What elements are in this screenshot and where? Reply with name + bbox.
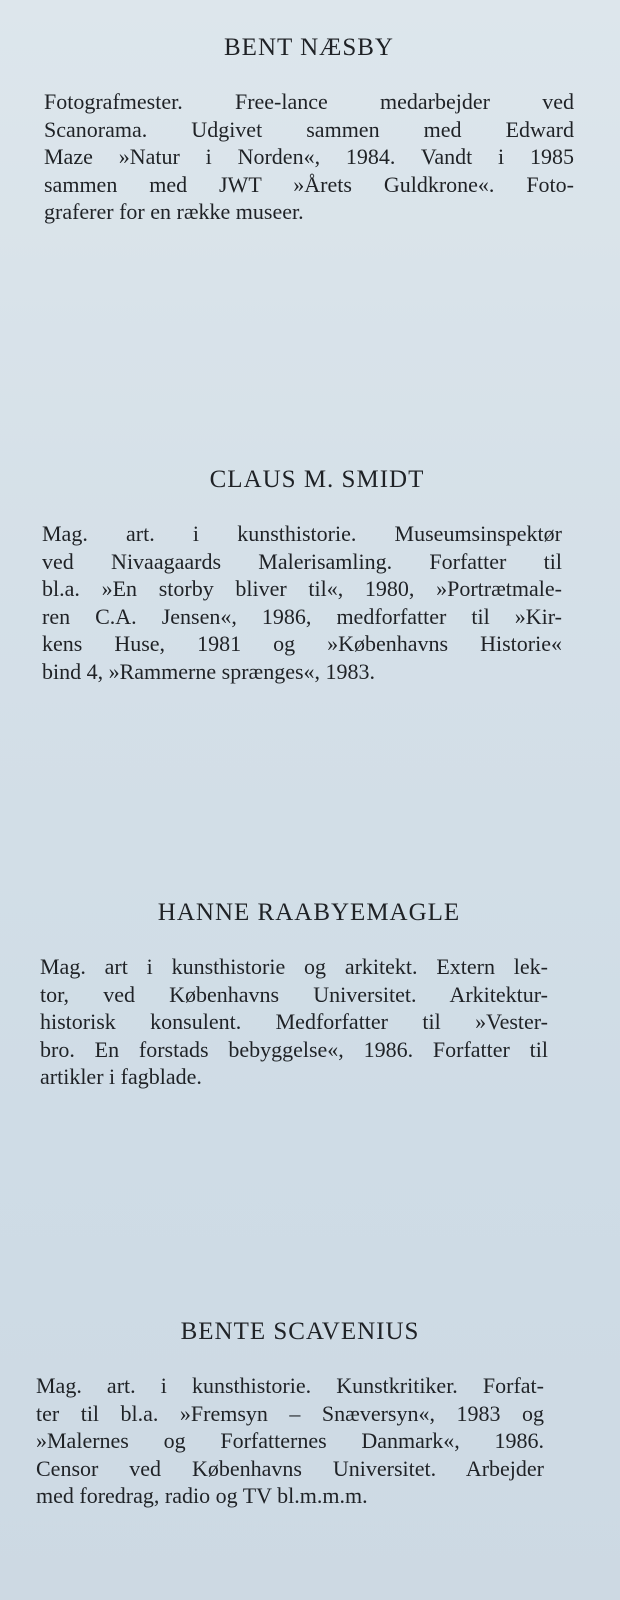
- bio-line: ren C.A. Jensen«, 1986, medforfatter til »Kir-: [42, 603, 562, 629]
- bio-line: kens Huse, 1981 og »Københavns Historie«: [42, 631, 562, 656]
- contributor-bio: [44, 88, 574, 226]
- contributor-entry-bente-scavenius: [36, 1318, 544, 1510]
- bio-line: Mag. art i kunsthistorie og arkitekt. Extern lek-: [40, 954, 548, 979]
- contributor-entry-claus-m-smidt: [42, 466, 562, 685]
- contributor-name: HANNE RAABYEMAGLE: [157, 899, 461, 926]
- contributor-bio: [40, 953, 548, 1091]
- bio-line: med foredrag, radio og TV bl.m.m.m.: [36, 1483, 368, 1508]
- bio-line: bl.a. »En storby bliver til«, 1980, »Portrætmale-: [42, 576, 562, 601]
- bio-line: ved Nivaagaards Malerisamling. Forfatter til: [42, 548, 562, 574]
- contributor-name: CLAUS M. SMIDT: [209, 466, 425, 493]
- contributor-entry-bent-naesby: [44, 34, 574, 226]
- contributor-name: BENT NÆSBY: [224, 34, 394, 61]
- bio-line: historisk konsulent. Medforfatter til »Vester-: [40, 1009, 548, 1034]
- contributor-name: BENTE SCAVENIUS: [180, 1318, 420, 1345]
- bio-line: Maze »Natur i Norden«, 1984. Vandt i 1985: [44, 144, 574, 169]
- contributor-bio: [42, 520, 562, 685]
- bio-line: graferer for en række museer.: [44, 199, 304, 224]
- bio-line: sammen med JWT »Årets Guldkrone«. Foto-: [44, 171, 574, 197]
- bio-line: bro. En forstads bebyggelse«, 1986. Forfatter til: [40, 1036, 548, 1062]
- contributor-entry-hanne-raabyemagle: [40, 899, 548, 1091]
- contributor-bio: [36, 1372, 544, 1510]
- bio-line: artikler i fagblade.: [40, 1064, 202, 1089]
- bio-line: Scanorama. Udgivet sammen med Edward: [44, 116, 574, 142]
- bio-line: Mag. art. i kunsthistorie. Museumsinspektør: [42, 521, 562, 546]
- bio-line: ter til bl.a. »Fremsyn – Snæversyn«, 1983 og: [36, 1400, 544, 1426]
- bio-line: Censor ved Københavns Universitet. Arbejder: [36, 1455, 544, 1481]
- bio-line: Mag. art. i kunsthistorie. Kunstkritiker. Forfat-: [36, 1373, 544, 1398]
- bio-line: bind 4, »Rammerne sprænges«, 1983.: [42, 658, 376, 684]
- bio-line: tor, ved Københavns Universitet. Arkitektur-: [40, 981, 548, 1007]
- bio-line: Fotografmester. Free-lance medarbejder ved: [44, 89, 574, 114]
- bio-line: »Malernes og Forfatternes Danmark«, 1986.: [36, 1428, 544, 1453]
